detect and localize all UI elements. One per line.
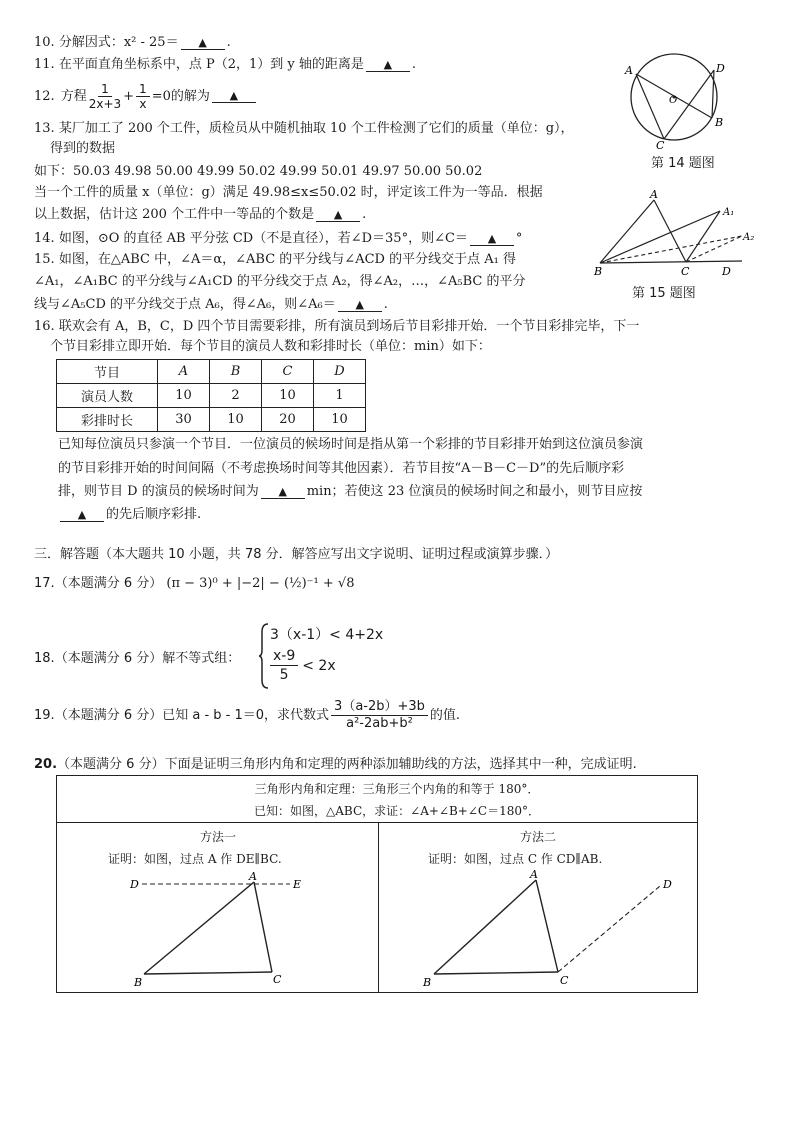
section-heading: 三．解答题（本大题共 10 小题，共 78 分．解答应写出文字说明、证明过程或演算步骤．）	[34, 547, 559, 562]
label-c: C	[681, 265, 690, 278]
table-row: 演员人数 10 2 10 1	[57, 384, 366, 408]
question-number: 11.	[34, 57, 55, 72]
label-a: A	[530, 868, 538, 881]
answer-blank[interactable]: ▲	[366, 58, 410, 72]
answer-blank[interactable]: ▲	[470, 232, 514, 246]
question-number: 14.	[34, 231, 55, 246]
question-20: 20.（本题满分 6 分）下面是证明三角形内角和定理的两种添加辅助线的方法，选择其中一种，完成证明.	[34, 757, 637, 772]
label-c: C	[560, 974, 569, 987]
table-header: D	[314, 360, 366, 384]
question-text: 线与∠A₅CD 的平分线交于点 A₆，得∠A₆，则∠A₆＝ ▲ .	[34, 297, 388, 312]
method-1-text: 证明：如图，过点 A 作 DE∥BC.	[108, 852, 282, 866]
inequality-1: 3（x-1）< 4+2x	[270, 627, 384, 643]
label-d: D	[716, 62, 725, 75]
question-16: 16. 联欢会有 A，B，C，D 四个节目需要彩排，所有演员到场后节目彩排开始．一个节目彩排完毕，下一	[34, 319, 640, 334]
method-2-title: 方法二	[519, 830, 556, 844]
label-b: B	[715, 116, 724, 129]
question-number: 19.	[34, 707, 55, 723]
divider	[378, 822, 379, 992]
label-a: A	[650, 188, 658, 201]
label-b: B	[134, 976, 143, 989]
question-text: 在平面直角坐标系中，点 P（2，1）到 y 轴的距离是	[58, 57, 364, 72]
question-14: 14. 如图，⊙O 的直径 AB 平分弦 CD（不是直径），若∠D＝35°，则∠C＝ ▲ °	[34, 231, 523, 246]
question-text: 以上数据，估计这 200 个工件中一等品的个数是 ▲ .	[34, 207, 367, 222]
label-b: B	[423, 976, 432, 989]
score-note: （本题满分 6 分）	[54, 707, 163, 723]
question-text: 已知每位演员只参演一个节目．一位演员的候场时间是指从第一个彩排的节目彩排开始到这位演员参演	[58, 437, 644, 452]
theorem-statement: 三角形内角和定理：三角形三个内角的和等于 180°．	[254, 782, 540, 796]
method-1-figure	[130, 868, 320, 990]
divider	[56, 822, 698, 823]
question-number: 17.	[34, 576, 55, 591]
question-17	[34, 575, 354, 592]
label-e: E	[293, 878, 302, 891]
score-note: （本题满分 6 分）	[54, 576, 163, 591]
question-text: 如图，⊙O 的直径 AB 平分弦 CD（不是直径），若∠D＝35°，则∠C＝	[58, 231, 468, 246]
answer-blank[interactable]: ▲	[181, 36, 225, 50]
question-13: 13. 某厂加工了 200 个工件，质检员从中随机抽取 10 个工件检测了它们的质量（单位：g），	[34, 121, 574, 136]
question-12: 12. 方程 1 2x+3 + $\frac{1}{x}$ =0的解为 ▲	[34, 80, 258, 112]
question-18: 18.（本题满分 6 分）解不等式组：	[34, 651, 241, 666]
question-text: ▲ 的先后顺序彩排.	[58, 506, 201, 523]
question-text: 的节目彩排开始的时间间隔（不考虑换场时间等其他因素）．若节目按“A－B－C－D”的先后顺序彩	[58, 461, 625, 476]
figure-14-circle-diagram	[622, 50, 732, 150]
label-b: B	[594, 265, 603, 278]
label-a: A	[249, 870, 257, 883]
fraction: $\frac{1}{x}$	[136, 82, 150, 111]
answer-blank[interactable]: ▲	[212, 89, 256, 103]
score-note: （本题满分 6 分）	[54, 651, 163, 666]
label-a2: A₂	[743, 232, 755, 243]
question-number: 12.	[34, 88, 55, 104]
question-number: 13.	[34, 121, 55, 136]
label-o: O	[669, 95, 678, 106]
math-expression: (π − 3)⁰ + |−2| − (½)⁻¹ + √8	[166, 576, 355, 591]
label-c: C	[273, 973, 282, 986]
label-c: C	[656, 139, 665, 150]
answer-blank[interactable]: ▲	[60, 508, 104, 522]
figure-14-caption: 第 14 题图	[651, 156, 715, 171]
fraction: 1 2x+3	[88, 81, 122, 111]
table-row: 彩排时长 30 10 20 10	[57, 408, 366, 432]
method-2-figure	[420, 866, 680, 990]
question-text: 个节目彩排立即开始．每个节目的演员人数和彩排时长（单位：min）如下：	[50, 339, 491, 354]
answer-blank[interactable]: ▲	[261, 485, 305, 499]
question-15: 15. 如图，在△ABC 中，∠A＝α，∠ABC 的平分线与∠ACD 的平分线交于点 A₁ 得	[34, 252, 516, 267]
figure-15-triangle-diagram	[592, 188, 762, 278]
method-1-title: 方法一	[199, 830, 236, 844]
question-text: 当一个工件的质量 x（单位：g）满足 49.98≤x≤50.02 时，评定该工件为一等品．根据	[34, 185, 543, 200]
question-number: 10.	[34, 35, 55, 50]
question-10: 10. 分解因式：x² - 25＝ ▲ .	[34, 35, 231, 50]
fraction: 3（a-2b）+3b a²-2ab+b²	[331, 699, 428, 732]
question-number: 18.	[34, 651, 55, 666]
method-2-text: 证明：如图，过点 C 作 CD∥AB.	[428, 852, 603, 866]
question-number: 20.	[34, 757, 58, 772]
answer-blank[interactable]: ▲	[338, 298, 382, 312]
question-number: 16.	[34, 319, 55, 334]
table-header: 节目	[57, 360, 158, 384]
figure-15-caption: 第 15 题图	[632, 286, 696, 301]
question-data: 如下：50.03 49.98 50.00 49.99 50.02 49.99 50.01 49.97 50.00 50.02	[34, 164, 483, 179]
label-d: D	[663, 878, 672, 891]
question-text: 分解因式：x² - 25＝	[58, 35, 179, 50]
line-bd	[600, 261, 742, 263]
brace-icon	[258, 622, 270, 690]
line-cd	[558, 886, 660, 972]
inequality-2: x-9 5 < 2x	[270, 647, 336, 684]
question-number: 15.	[34, 252, 55, 267]
rehearsal-table	[56, 359, 366, 432]
label-a1: A₁	[723, 207, 735, 218]
question-text: ∠A₁，∠A₁BC 的平分线与∠A₁CD 的平分线交于点 A₂，得∠A₂，…，∠A₅BC 的平分	[34, 274, 526, 289]
answer-blank[interactable]: ▲	[316, 208, 360, 222]
score-note: （本题满分 6 分）	[57, 757, 165, 772]
question-text: 得到的数据	[50, 141, 116, 156]
question-19: 19. （本题满分 6 分） 已知 a - b - 1＝0，求代数式 3（a-2b）+3b a²-2ab+b² 的值.	[34, 698, 461, 731]
table-header: A	[158, 360, 210, 384]
label-d: D	[722, 265, 731, 278]
given-statement: 已知：如图，△ABC，求证：∠A+∠B+∠C＝180°．	[254, 804, 540, 818]
label-a: A	[625, 64, 633, 77]
label-d: D	[130, 878, 139, 891]
question-text: 排，则节目 D 的演员的候场时间为 ▲ min；若使这 23 位演员的候场时间之和最小，则节目应按	[58, 484, 643, 499]
table-header-row	[57, 360, 366, 384]
question-11: 11. 在平面直角坐标系中，点 P（2，1）到 y 轴的距离是 ▲ .	[34, 57, 416, 72]
table-header: C	[262, 360, 314, 384]
fraction: x-9 5	[270, 647, 298, 684]
segment-ac	[636, 74, 664, 139]
table-header: B	[210, 360, 262, 384]
